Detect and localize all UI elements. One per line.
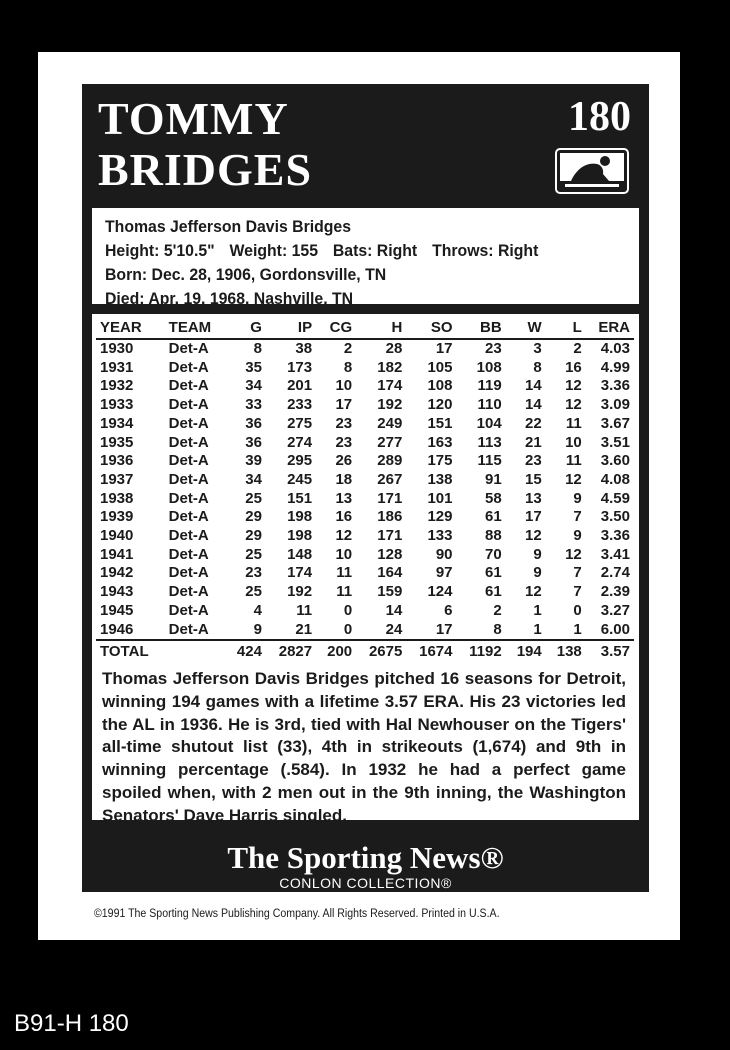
stats-cell: 3.36 bbox=[600, 377, 630, 395]
stats-cell: 174 bbox=[377, 377, 403, 395]
stats-cell: 2 bbox=[493, 601, 502, 619]
stats-cell: 182 bbox=[377, 358, 403, 376]
stats-cell: 148 bbox=[287, 545, 313, 563]
card-number: 180 bbox=[568, 94, 631, 140]
stats-cell: 11 bbox=[565, 452, 582, 470]
stats-cell: 129 bbox=[427, 508, 453, 526]
stats-col-so: SO bbox=[406, 318, 456, 339]
stats-cell: 34 bbox=[245, 470, 262, 488]
stats-cell: 26 bbox=[335, 452, 353, 470]
stats-cell: 289 bbox=[377, 452, 403, 470]
stats-cell: 2 bbox=[343, 340, 353, 357]
stats-cell: 10 bbox=[335, 545, 353, 563]
stats-cell: 1935 bbox=[100, 433, 134, 451]
stats-cell: Det-A bbox=[165, 621, 226, 641]
stats-cell: 7 bbox=[573, 583, 582, 601]
scan-label: B91-H 180 bbox=[14, 1010, 129, 1037]
stats-cell: 1936 bbox=[100, 452, 134, 470]
stats-cell: Det-A bbox=[168, 545, 209, 563]
bio-born: Born: Dec. 28, 1906, Gordonsville, TN bbox=[105, 265, 387, 284]
stats-cell: 115 bbox=[477, 452, 502, 470]
stats-cell: 8 bbox=[457, 621, 506, 641]
stats-cell: 1931 bbox=[100, 358, 134, 376]
conlon-collection-label: CONLON COLLECTION® bbox=[279, 875, 452, 891]
stats-cell: 9 bbox=[226, 621, 266, 641]
stats-cell: 186 bbox=[377, 508, 403, 526]
bio-bats: Bats: Right bbox=[332, 241, 418, 260]
stats-row bbox=[96, 415, 634, 434]
stats-row bbox=[96, 396, 634, 415]
stats-cell: 29 bbox=[245, 527, 262, 545]
stats-cell: Det-A bbox=[168, 489, 209, 507]
stats-cell: 9 bbox=[533, 545, 542, 563]
stats-cell: 110 bbox=[477, 396, 502, 414]
stats-cell: 3.67 bbox=[600, 414, 630, 432]
stats-row bbox=[96, 377, 634, 396]
stats-cell: 108 bbox=[476, 358, 502, 376]
stats-cell: 175 bbox=[427, 452, 453, 470]
stats-row bbox=[96, 434, 634, 453]
stats-cell: 1934 bbox=[100, 414, 134, 432]
stats-cell: Det-A bbox=[168, 564, 209, 582]
stats-cell: 17 bbox=[335, 396, 353, 414]
stats-cell: 200 bbox=[327, 643, 353, 661]
stats-cell: 12 bbox=[565, 545, 582, 563]
stats-cell: 10 bbox=[335, 377, 353, 395]
stats-cell: 2675 bbox=[368, 643, 403, 661]
stats-cell: 171 bbox=[377, 527, 403, 545]
stats-cell bbox=[165, 640, 226, 662]
career-summary: Thomas Jefferson Davis Bridges pitched 16 seasons for Detroit, winning 194 games with a lifetime 3.57 ERA. His 23 victories led the AL in 1936. He is 3rd, tied with Hal Newhouser on the Tigers' all-time shutout list (33), 4th in strikeouts (1,674) and 9th in winning percentage (.584). In 1932 he had a perfect game spoiled when, with 2 men out in the 9th inning, the Washington Senators' Dave Harris singled. bbox=[102, 669, 626, 825]
stats-cell: 7 bbox=[573, 508, 582, 526]
stats-cell: 33 bbox=[245, 396, 262, 414]
stats-cell: 70 bbox=[484, 545, 502, 563]
stats-cell: 14 bbox=[525, 396, 542, 414]
stats-col-team: TEAM bbox=[165, 318, 226, 339]
stats-cell: 23 bbox=[245, 564, 262, 582]
stats-cell: 151 bbox=[427, 414, 453, 432]
stats-cell: 105 bbox=[427, 358, 453, 376]
stats-cell: 192 bbox=[377, 396, 403, 414]
stats-col-l: L bbox=[546, 318, 586, 339]
stats-cell: 17 bbox=[525, 508, 542, 526]
stats-cell: 9 bbox=[573, 489, 582, 507]
stats-cell: 1946 bbox=[96, 621, 165, 641]
stats-cell: 12 bbox=[525, 583, 542, 601]
stats-cell: Det-A bbox=[168, 527, 209, 545]
stats-cell: 15 bbox=[525, 470, 542, 488]
stats-cell: 25 bbox=[245, 489, 262, 507]
stats-cell: 12 bbox=[525, 527, 542, 545]
stats-cell: 24 bbox=[356, 621, 406, 641]
stats-cell: 1941 bbox=[100, 545, 134, 563]
stats-cell: 21 bbox=[525, 433, 542, 451]
stats-cell: 173 bbox=[287, 358, 313, 376]
stats-row bbox=[96, 339, 634, 359]
stats-cell: 90 bbox=[435, 545, 453, 563]
stats-cell: 11 bbox=[296, 601, 313, 619]
stats-cell: 34 bbox=[245, 377, 262, 395]
stats-box bbox=[92, 314, 639, 825]
card-header bbox=[82, 84, 649, 200]
stats-cell: 0 bbox=[316, 621, 356, 641]
stats-cell: 4.08 bbox=[600, 470, 630, 488]
stats-cell: 119 bbox=[477, 377, 502, 395]
stats-cell: 21 bbox=[266, 621, 316, 641]
stats-cell: 3.36 bbox=[600, 527, 630, 545]
stats-cell: 12 bbox=[565, 377, 582, 395]
stats-cell: 8 bbox=[343, 358, 353, 376]
stats-cell: 13 bbox=[525, 489, 542, 507]
stats-cell: 9 bbox=[533, 564, 542, 582]
stats-cell: 61 bbox=[484, 583, 502, 601]
copyright-notice: ©1991 The Sporting News Publishing Company. All Rights Reserved. Printed in U.S.A. bbox=[94, 908, 500, 920]
stats-cell: 1930 bbox=[100, 340, 134, 357]
stats-cell: 13 bbox=[335, 489, 353, 507]
stats-cell: TOTAL bbox=[100, 643, 149, 661]
stats-cell: 198 bbox=[287, 527, 313, 545]
stats-cell: 23 bbox=[335, 433, 353, 451]
stats-col-cg: CG bbox=[316, 318, 356, 339]
stats-cell: 198 bbox=[287, 508, 313, 526]
stats-cell: 3.50 bbox=[600, 508, 630, 526]
stats-cell: Det-A bbox=[168, 452, 209, 470]
stats-body bbox=[96, 339, 634, 662]
stats-cell: 4.59 bbox=[600, 489, 630, 507]
stats-cell: 171 bbox=[377, 489, 403, 507]
bio-height: Height: 5'10.5" bbox=[105, 241, 215, 260]
stats-cell: 113 bbox=[477, 433, 502, 451]
stats-cell: Det-A bbox=[168, 470, 209, 488]
stats-cell: 133 bbox=[427, 527, 453, 545]
stats-col-w: W bbox=[506, 318, 546, 339]
stats-cell: 1674 bbox=[419, 643, 453, 661]
stats-cell: 1943 bbox=[100, 583, 134, 601]
stats-cell: 1 bbox=[506, 621, 546, 641]
stats-cell: 1932 bbox=[100, 377, 134, 395]
stats-cell: 22 bbox=[525, 414, 542, 432]
stats-cell: 29 bbox=[245, 508, 262, 526]
bio-box bbox=[92, 208, 639, 308]
mlb-logo-icon bbox=[555, 148, 629, 194]
stats-cell: 2827 bbox=[278, 643, 313, 661]
stats-cell: 39 bbox=[245, 452, 262, 470]
stats-row bbox=[96, 621, 634, 641]
player-first-name: TOMMY bbox=[98, 93, 289, 144]
stats-cell: 3.09 bbox=[600, 396, 630, 414]
stats-cell: 61 bbox=[484, 508, 502, 526]
stats-cell: 192 bbox=[287, 583, 313, 601]
stats-cell: 1192 bbox=[469, 643, 502, 661]
sporting-news-logo: The Sporting News® bbox=[227, 840, 504, 875]
stats-row bbox=[96, 527, 634, 546]
stats-cell: 277 bbox=[377, 433, 403, 451]
stats-cell: 12 bbox=[565, 396, 582, 414]
stats-cell: 174 bbox=[287, 564, 313, 582]
stats-cell: Det-A bbox=[168, 340, 209, 357]
stats-cell: 58 bbox=[484, 489, 502, 507]
stats-cell: 14 bbox=[385, 601, 403, 619]
stats-cell: 35 bbox=[245, 358, 262, 376]
stats-cell: Det-A bbox=[168, 414, 209, 432]
stats-cell: 3.27 bbox=[600, 601, 630, 619]
stats-col-h: H bbox=[356, 318, 406, 339]
stats-cell: 12 bbox=[335, 527, 353, 545]
stats-cell: 3.60 bbox=[600, 452, 630, 470]
stats-cell: 7 bbox=[573, 564, 582, 582]
stats-col-bb: BB bbox=[457, 318, 506, 339]
stats-cell: 9 bbox=[573, 527, 582, 545]
bio-died: Died: Apr. 19, 1968, Nashville, TN bbox=[105, 289, 354, 308]
stats-cell: 138 bbox=[427, 470, 453, 488]
stats-row bbox=[96, 564, 634, 583]
stats-cell: 17 bbox=[406, 621, 456, 641]
stats-cell: 4.03 bbox=[600, 340, 630, 357]
baseball-card bbox=[38, 52, 680, 940]
stats-cell: 16 bbox=[565, 358, 582, 376]
bio-throws: Throws: Right bbox=[432, 241, 539, 260]
stats-cell: 61 bbox=[484, 564, 502, 582]
player-last-name: BRIDGES bbox=[98, 144, 313, 195]
stats-cell: 2.39 bbox=[600, 583, 630, 601]
stats-table bbox=[96, 318, 634, 662]
stats-cell: 249 bbox=[377, 414, 403, 432]
stats-row bbox=[96, 471, 634, 490]
stats-row bbox=[96, 359, 634, 378]
stats-cell: Det-A bbox=[168, 358, 209, 376]
stats-cell: 28 bbox=[385, 340, 403, 357]
stats-cell: 124 bbox=[427, 583, 453, 601]
stats-cell: 164 bbox=[377, 564, 403, 582]
stats-cell: 36 bbox=[245, 433, 262, 451]
stats-row bbox=[96, 546, 634, 565]
stats-cell: 1937 bbox=[100, 470, 134, 488]
stats-cell: 0 bbox=[573, 601, 582, 619]
card-frame bbox=[82, 200, 649, 828]
stats-col-year: YEAR bbox=[96, 318, 165, 339]
stats-row bbox=[96, 602, 634, 621]
stats-cell: 1939 bbox=[100, 508, 134, 526]
stats-cell: 233 bbox=[287, 396, 313, 414]
stats-col-era: ERA bbox=[586, 318, 634, 339]
stats-cell: 1 bbox=[533, 601, 542, 619]
stats-cell: 11 bbox=[336, 564, 353, 582]
stats-cell: 8 bbox=[253, 340, 262, 357]
stats-cell: 6.00 bbox=[586, 621, 634, 641]
bio-full-name: Thomas Jefferson Davis Bridges bbox=[105, 217, 352, 236]
stats-cell: 8 bbox=[533, 358, 542, 376]
stats-cell: 25 bbox=[245, 583, 262, 601]
stats-cell: 267 bbox=[377, 470, 403, 488]
stats-cell: 16 bbox=[335, 508, 353, 526]
stats-cell: 36 bbox=[245, 414, 262, 432]
stats-cell: 1 bbox=[546, 621, 586, 641]
bio-measurements bbox=[105, 242, 538, 259]
stats-cell: 23 bbox=[335, 414, 353, 432]
stats-cell: 108 bbox=[427, 377, 453, 395]
stats-row bbox=[96, 508, 634, 527]
stats-row bbox=[96, 452, 634, 471]
stats-cell: 0 bbox=[343, 601, 353, 619]
stats-cell: 3.57 bbox=[600, 643, 630, 661]
stats-cell: 295 bbox=[287, 452, 313, 470]
stats-cell: 424 bbox=[236, 643, 262, 661]
stats-cell: 120 bbox=[427, 396, 453, 414]
stats-cell: 12 bbox=[565, 470, 582, 488]
stats-cell: 25 bbox=[245, 545, 262, 563]
stats-cell: 104 bbox=[476, 414, 502, 432]
stats-cell: Det-A bbox=[168, 508, 209, 526]
stats-cell: Det-A bbox=[168, 433, 209, 451]
stats-cell: 14 bbox=[525, 377, 542, 395]
stats-cell: 23 bbox=[484, 340, 502, 357]
stats-cell: 163 bbox=[427, 433, 453, 451]
stats-cell: 138 bbox=[556, 643, 582, 661]
stats-cell: Det-A bbox=[168, 601, 209, 619]
stats-row bbox=[96, 490, 634, 509]
stats-cell: 1942 bbox=[100, 564, 134, 582]
stats-cell: 23 bbox=[525, 452, 542, 470]
stats-cell: 128 bbox=[377, 545, 403, 563]
stats-cell: 159 bbox=[377, 583, 403, 601]
stats-cell: 38 bbox=[295, 340, 313, 357]
stats-cell: Det-A bbox=[168, 377, 209, 395]
stats-col-g: G bbox=[226, 318, 266, 339]
stats-cell: 274 bbox=[287, 433, 313, 451]
stats-cell: 245 bbox=[287, 470, 313, 488]
stats-cell: 91 bbox=[484, 470, 502, 488]
stats-cell: 151 bbox=[287, 489, 313, 507]
stats-cell: 1938 bbox=[100, 489, 134, 507]
stats-cell: 10 bbox=[565, 433, 582, 451]
stats-cell: 101 bbox=[427, 489, 453, 507]
stats-cell: 97 bbox=[435, 564, 453, 582]
stats-row bbox=[96, 583, 634, 602]
stats-cell: 6 bbox=[444, 601, 453, 619]
stats-cell: 1945 bbox=[100, 601, 134, 619]
stats-col-ip: IP bbox=[266, 318, 316, 339]
stats-cell: 3 bbox=[533, 340, 542, 357]
stats-cell: 194 bbox=[516, 643, 542, 661]
card-footer bbox=[82, 828, 649, 892]
stats-cell: 201 bbox=[287, 377, 313, 395]
stats-cell: 17 bbox=[435, 340, 453, 357]
stats-cell: 18 bbox=[335, 470, 353, 488]
stats-cell: 11 bbox=[565, 414, 582, 432]
stats-cell: 2 bbox=[573, 340, 582, 357]
stats-cell: 4 bbox=[253, 601, 262, 619]
stats-cell: 11 bbox=[336, 583, 353, 601]
stats-cell: 1940 bbox=[100, 527, 134, 545]
stats-cell: 1933 bbox=[100, 396, 134, 414]
stats-cell: 88 bbox=[484, 527, 502, 545]
bio-weight: Weight: 155 bbox=[229, 241, 318, 260]
stats-cell: Det-A bbox=[168, 583, 209, 601]
stats-cell: 275 bbox=[287, 414, 313, 432]
stats-header-row bbox=[96, 318, 634, 339]
stats-cell: 4.99 bbox=[600, 358, 630, 376]
stats-cell: 2.74 bbox=[600, 564, 630, 582]
stats-total-row bbox=[96, 640, 634, 662]
stats-cell: 3.51 bbox=[600, 433, 630, 451]
stats-cell: 3.41 bbox=[600, 545, 630, 563]
stats-cell: Det-A bbox=[168, 396, 209, 414]
